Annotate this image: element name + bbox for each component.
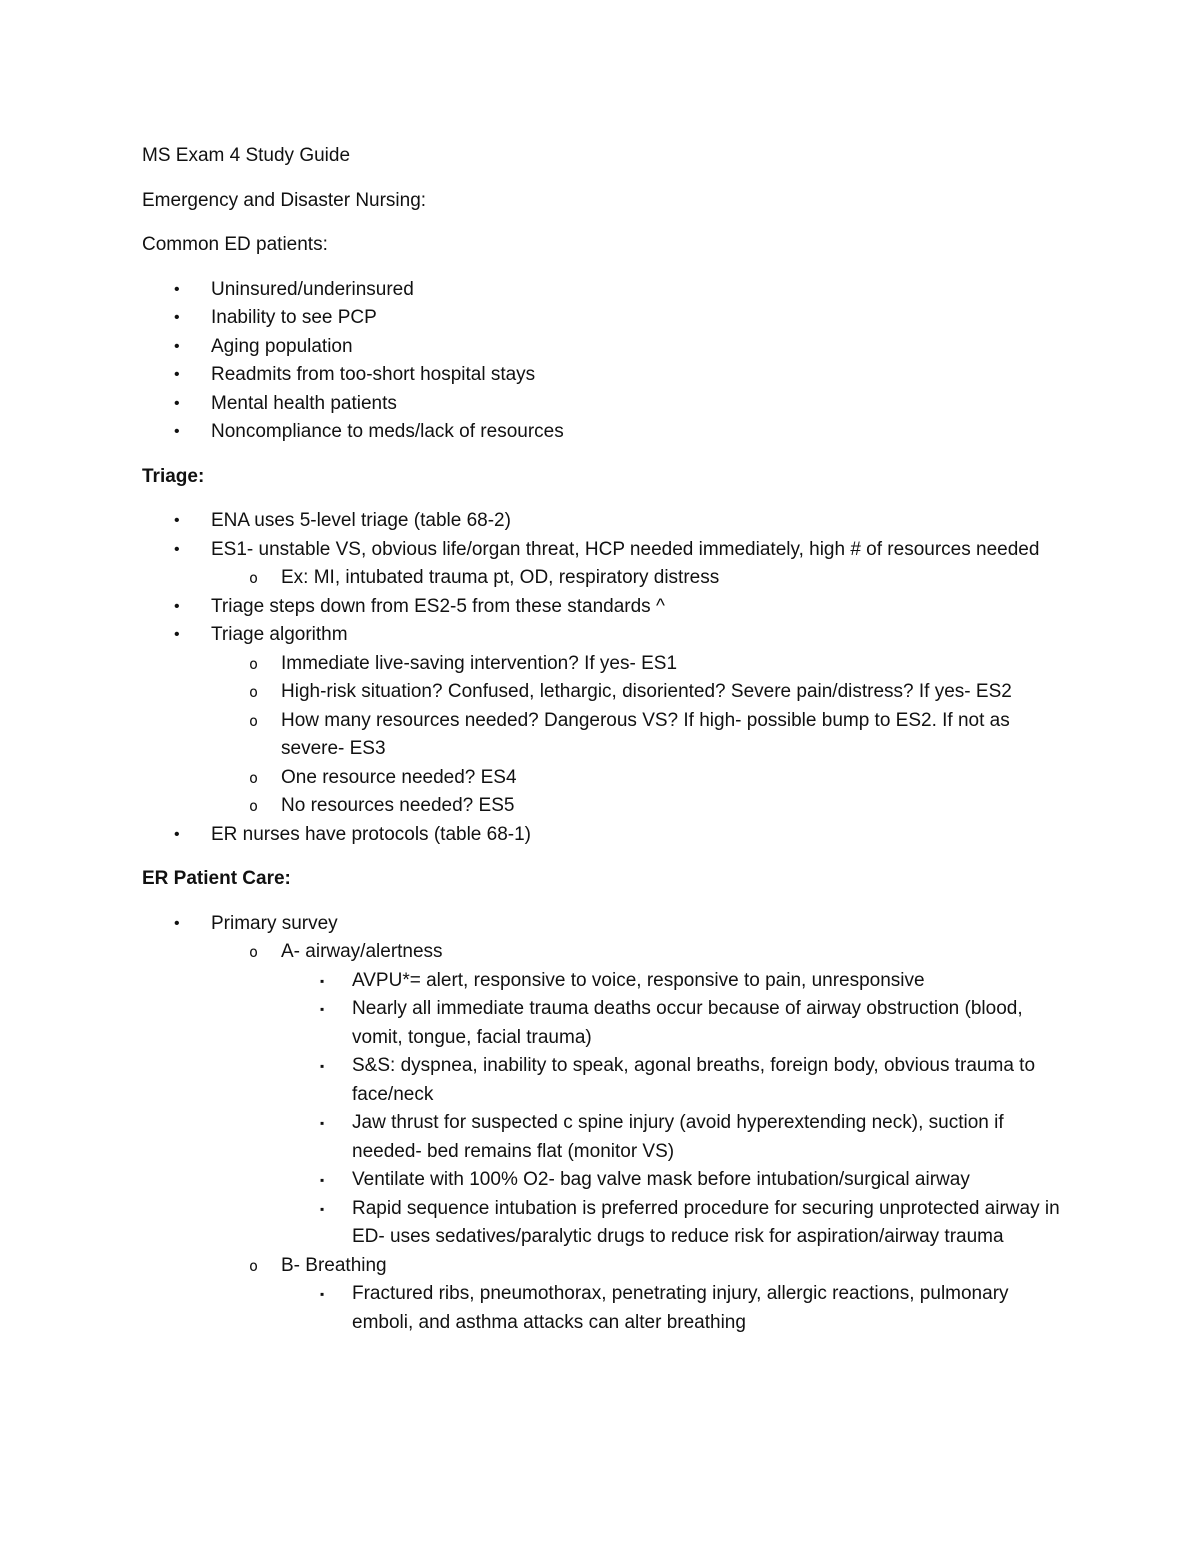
circle-bullet-icon: o	[249, 943, 259, 961]
circle-bullet-icon: o	[249, 654, 259, 673]
square-bullet-icon: ▪	[320, 1173, 325, 1187]
bullet-icon: •	[174, 394, 180, 412]
sub-list-item: o One resource needed? ES4	[211, 764, 1062, 793]
sub-list-item: o High-risk situation? Confused, lethargic, disoriented? Severe pain/distress? If yes- ES2	[211, 678, 1062, 707]
bullet-icon: •	[174, 626, 180, 643]
detail-item: ▪ Rapid sequence intubation is preferred procedure for securing unprotected airway in ED- uses sedatives/paralytic drugs to reduce risk for aspiration/airway trauma	[281, 1195, 1062, 1252]
airway-list	[281, 967, 1062, 1252]
circle-bullet-icon: o	[249, 797, 259, 815]
sub-list	[211, 564, 1062, 593]
circle-bullet-icon: o	[249, 683, 259, 701]
triage-heading: Triage:	[142, 465, 205, 487]
sub-list-item: o How many resources needed? Dangerous VS? If high- possible bump to ES2. If not as severe- ES3	[211, 707, 1062, 764]
list-item: • Inability to see PCP	[142, 304, 1062, 333]
square-bullet-icon: ▪	[320, 1059, 325, 1073]
list-item: • Uninsured/underinsured	[142, 276, 1062, 305]
er-care-heading: ER Patient Care:	[142, 868, 291, 889]
bullet-icon: •	[174, 540, 180, 558]
sub-list-item: o Immediate live-saving intervention? If yes- ES1	[211, 650, 1062, 679]
square-bullet-icon: ▪	[320, 1201, 325, 1216]
common-patients-heading: Common ED patients:	[142, 234, 328, 255]
triage-algorithm-list	[211, 650, 1062, 821]
circle-bullet-icon: o	[249, 1256, 259, 1275]
list-item: • Triage algorithm o Immediate live-saving intervention? If yes- ES1 o High-risk situation? Confused, lethargic, disoriented? Severe pain/distress? If yes- ES2 o How many resources needed? Dangerous VS? If high- possible bump to ES2. If not as severe- ES3 o One resource needed? ES4 o No resources needed? ES5	[142, 621, 1062, 821]
bullet-icon: •	[174, 423, 180, 440]
bullet-icon: •	[174, 280, 180, 298]
bullet-icon: •	[174, 914, 180, 932]
list-item: • Primary survey o A- airway/alertness ▪ AVPU*= alert, responsive to voice, responsive to pain, unresponsive ▪ Nearly all immediate trauma deaths occur because of airway obstruction (blood, vomit, tongue, facial trauma) ▪ S&S: dyspnea, inability to speak, agonal breaths, foreign body, obvious trauma to face/neck ▪ Jaw thrust for suspected c spine injury (avoid hyperextending neck), suction if needed- bed remains flat (monitor VS) ▪ Ventilate with 100% O2- bag valve mask before intubation/surgical airway ▪ Rapid sequence intubation is preferred procedure for securing unprotected airway in ED- uses sedatives/paralytic drugs to reduce risk for aspiration/airway trauma o B- Breathing ▪ Fractured ribs, pneumothorax, penetrating injury, allergic reactions, pulmonary emboli, and asthma attacks can alter breathing	[142, 910, 1062, 1338]
detail-item: ▪ S&S: dyspnea, inability to speak, agonal breaths, foreign body, obvious trauma to face/neck	[281, 1052, 1062, 1109]
er-care-list	[142, 910, 1062, 1338]
sub-list-item: o No resources needed? ES5	[211, 792, 1062, 821]
circle-bullet-icon: o	[249, 569, 259, 587]
primary-survey-list	[211, 938, 1062, 1337]
triage-list	[142, 507, 1062, 849]
list-item: • ES1- unstable VS, obvious life/organ threat, HCP needed immediately, high # of resources needed o Ex: MI, intubated trauma pt, OD, respiratory distress	[142, 536, 1062, 593]
detail-item: ▪ Ventilate with 100% O2- bag valve mask before intubation/surgical airway	[281, 1166, 1062, 1195]
list-item: • Triage steps down from ES2-5 from these standards ^	[142, 593, 1062, 622]
list-item: • ENA uses 5-level triage (table 68-2)	[142, 507, 1062, 536]
bullet-icon: •	[174, 337, 180, 355]
sub-list-item: o Ex: MI, intubated trauma pt, OD, respiratory distress	[211, 564, 1062, 593]
square-bullet-icon: ▪	[320, 973, 325, 988]
common-patients-list	[142, 276, 1062, 447]
detail-item: ▪ Fractured ribs, pneumothorax, penetrating injury, allergic reactions, pulmonary emboli, and asthma attacks can alter breathing	[281, 1280, 1062, 1337]
sub-list-item: o A- airway/alertness ▪ AVPU*= alert, responsive to voice, responsive to pain, unresponsive ▪ Nearly all immediate trauma deaths occur because of airway obstruction (blood, vomit, tongue, facial trauma) ▪ S&S: dyspnea, inability to speak, agonal breaths, foreign body, obvious trauma to face/neck ▪ Jaw thrust for suspected c spine injury (avoid hyperextending neck), suction if needed- bed remains flat (monitor VS) ▪ Ventilate with 100% O2- bag valve mask before intubation/surgical airway ▪ Rapid sequence intubation is preferred procedure for securing unprotected airway in ED- uses sedatives/paralytic drugs to reduce risk for aspiration/airway trauma	[211, 938, 1062, 1252]
breathing-list	[281, 1280, 1062, 1337]
list-item: • ER nurses have protocols (table 68-1)	[142, 821, 1062, 850]
bullet-icon: •	[174, 309, 180, 326]
detail-item: ▪ Jaw thrust for suspected c spine injury (avoid hyperextending neck), suction if needed- bed remains flat (monitor VS)	[281, 1109, 1062, 1166]
detail-item: ▪ Nearly all immediate trauma deaths occur because of airway obstruction (blood, vomit, tongue, facial trauma)	[281, 995, 1062, 1052]
circle-bullet-icon: o	[249, 711, 259, 730]
square-bullet-icon: ▪	[320, 1116, 325, 1130]
bullet-icon: •	[174, 597, 180, 615]
circle-bullet-icon: o	[249, 768, 259, 787]
list-item: • Readmits from too-short hospital stays	[142, 361, 1062, 390]
sub-list-item: o B- Breathing ▪ Fractured ribs, pneumothorax, penetrating injury, allergic reactions, pulmonary emboli, and asthma attacks can alter breathing	[211, 1252, 1062, 1338]
list-item: • Noncompliance to meds/lack of resources	[142, 418, 1062, 447]
document-title: MS Exam 4 Study Guide	[142, 145, 351, 166]
square-bullet-icon: ▪	[320, 1287, 325, 1301]
bullet-icon: •	[174, 366, 180, 383]
list-item: • Aging population	[142, 333, 1062, 362]
document-page	[142, 142, 1062, 1353]
bullet-icon: •	[174, 825, 180, 843]
detail-item: ▪ AVPU*= alert, responsive to voice, responsive to pain, unresponsive	[281, 967, 1062, 996]
section-title: Emergency and Disaster Nursing:	[142, 189, 427, 211]
bullet-icon: •	[174, 512, 180, 529]
square-bullet-icon: ▪	[320, 1002, 325, 1016]
list-item: • Mental health patients	[142, 390, 1062, 419]
